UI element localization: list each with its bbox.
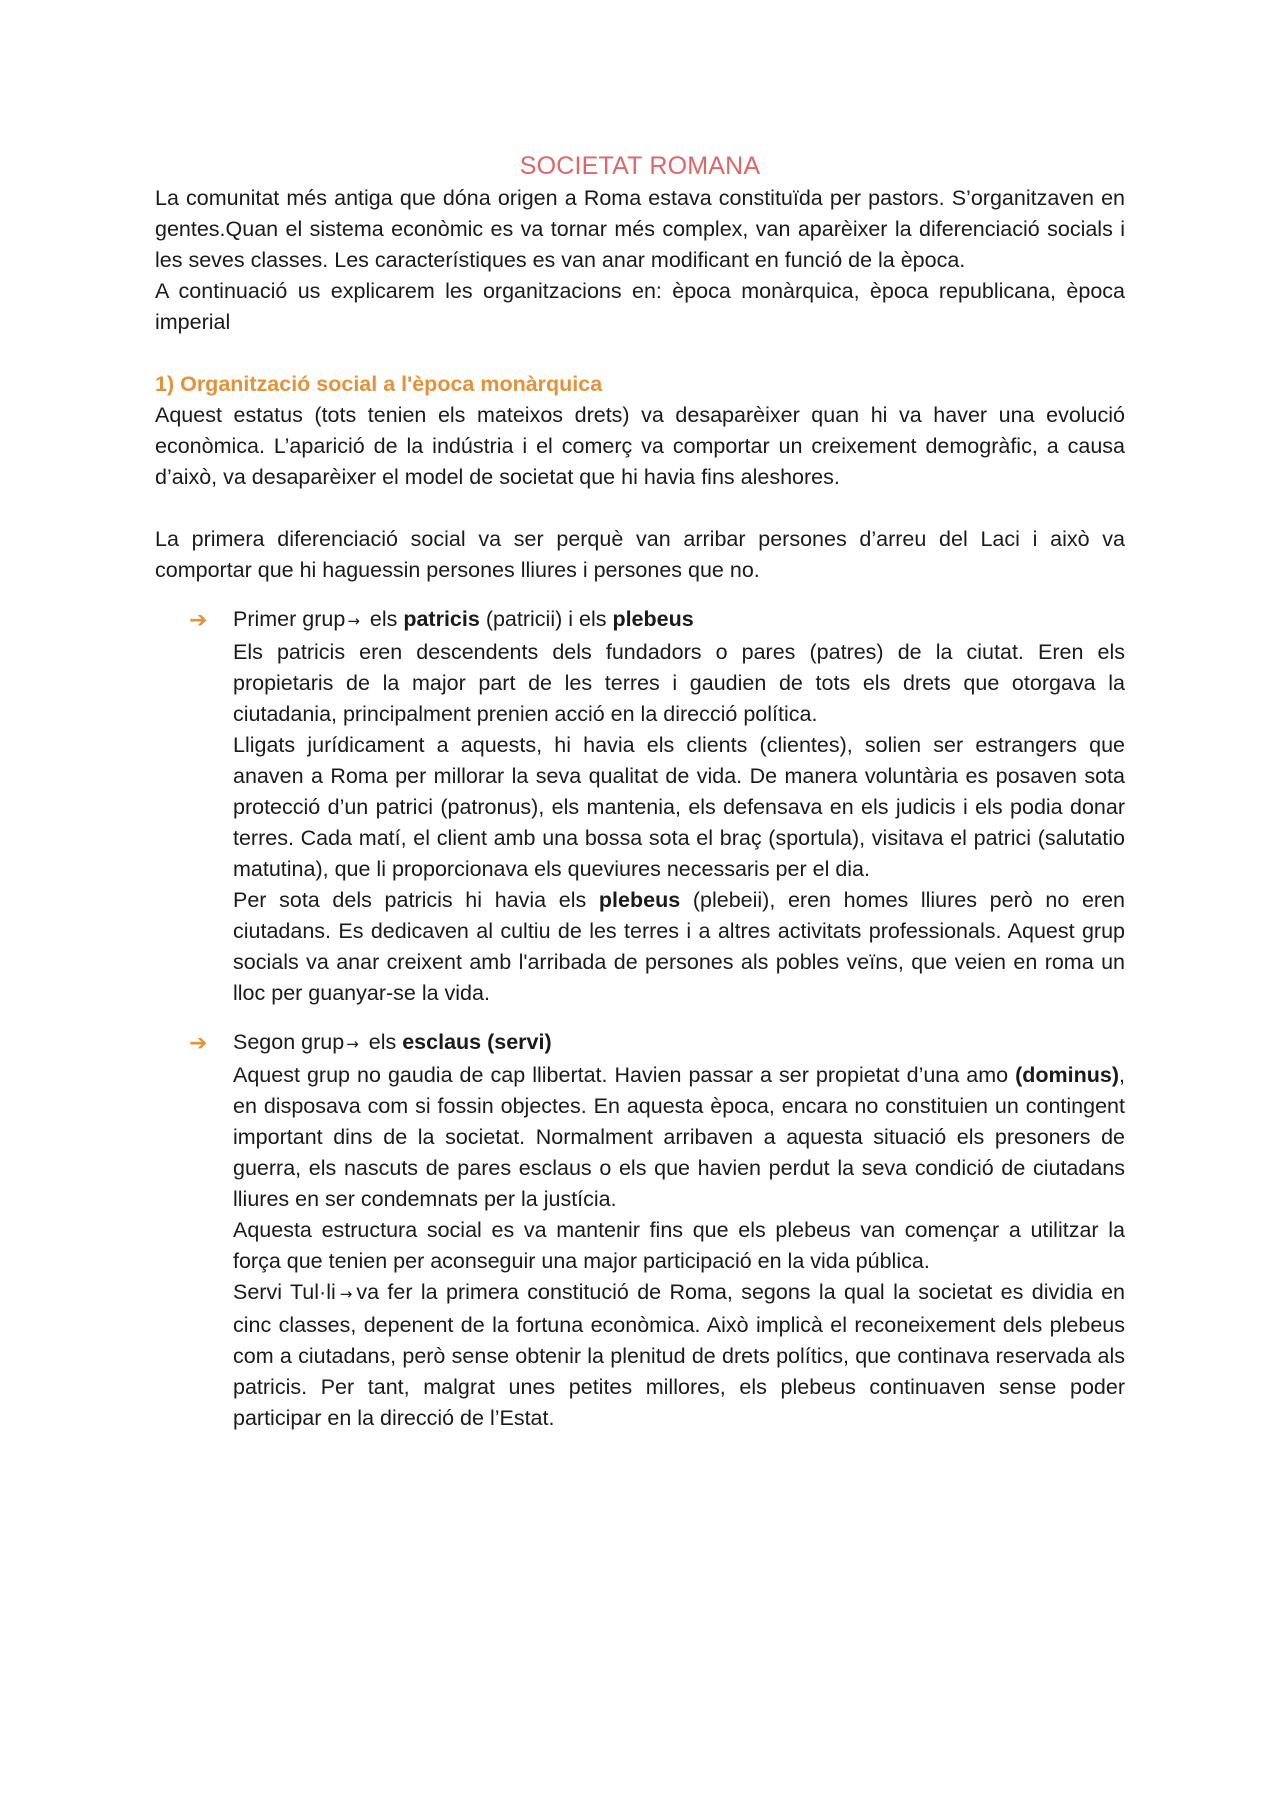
- list-item-second-group: [155, 1027, 1125, 1434]
- arrow-icon: →: [347, 612, 360, 630]
- group-heading: [233, 604, 1125, 637]
- group-paragraph: Aquesta estructura social es va mantenir fins que els plebeus van començar a utilitzar la força que tenien per aconseguir una major participació en la vida pública.: [233, 1218, 1125, 1273]
- paragraph-text: va fer la primera constitució de Roma, segons la qual la societat es dividia en cinc classes, depenent de la fortuna econòmica. Això implicà el reconeixement dels plebeus com a ciutadans, però sense obtenir la plenitud de drets polítics, que continava reservada als patricis. Per tant, malgrat unes petites millores, els plebeus continuaven sense poder participar en la direcció de l’Estat.: [233, 1280, 1125, 1430]
- list-item-first-group: [155, 604, 1125, 1009]
- section-heading-monarchy: 1) Organització social a l'època monàrquica: [155, 372, 603, 396]
- bullet-arrow-icon: ➔: [189, 607, 208, 632]
- group-term-esclaus: esclaus (servi): [402, 1030, 552, 1054]
- group-term-plebeus: plebeus: [612, 607, 694, 631]
- group-text: els: [368, 1030, 397, 1054]
- group-term-patricis: patricis: [403, 607, 480, 631]
- group-text: els: [369, 607, 398, 631]
- paragraph-text: Servi Tul·li: [233, 1280, 336, 1304]
- intro-paragraph-1: La comunitat més antiga que dóna origen a Roma estava constituïda per pastors. S’organitzaven en gentes.Quan el sistema econòmic es va tornar més complex, van aparèixer la diferenciació socials i les seves classes. Les característiques es van anar modificant en funció de la època.: [155, 186, 1125, 272]
- paragraph-text: , en disposava com si fossin objectes. En aquesta època, encara no constituien un contingent important dins de la societat. Normalment arribaven a aquesta situació els presoners de guerra, els nascuts de pares esclaus o els que havien perdut la seva condició de ciutadans lliures en ser condemnats per la justícia.: [233, 1063, 1125, 1211]
- document-page: [155, 150, 1125, 1434]
- paragraph-text: Aquest grup no gaudia de cap llibertat. Havien passar a ser propietat d’una amo: [233, 1063, 1009, 1087]
- group-paragraph: [233, 1277, 1125, 1434]
- arrow-icon: →: [339, 1285, 353, 1303]
- section-paragraph-2: La primera diferenciació social va ser perquè van arribar persones d’arreu del Laci i això va comportar que hi haguessin persones lliures i persones que no.: [155, 527, 1125, 582]
- groups-list: [155, 604, 1125, 1434]
- group-paragraph: Els patricis eren descendents dels fundadors o pares (patres) de la ciutat. Eren els propietaris de la major part de les terres i gaudien de tots els drets que otorgava la ciutadania, principalment prenien acció en la direcció política.: [233, 640, 1125, 726]
- bullet-arrow-icon: ➔: [189, 1030, 208, 1055]
- spacer: [155, 493, 1125, 524]
- group-paragraph: [233, 885, 1125, 1009]
- term-dominus: (dominus): [1015, 1063, 1120, 1087]
- group-text: (patricii) i els: [485, 607, 607, 631]
- group-paragraph: Lligats jurídicament a aquests, hi havia els clients (clientes), solien ser estrangers que anaven a Roma per millorar la seva qualitat de vida. De manera voluntària es posaven sota protecció d’un patrici (patronus), els mantenia, els defensava en els judicis i els podia donar terres. Cada matí, el client amb una bossa sota el braç (sportula), visitava el patrici (salutatio matutina), que li proporcionava els queviures necessaris per el dia.: [233, 733, 1125, 881]
- group-label: Segon grup: [233, 1030, 345, 1054]
- page-title: SOCIETAT ROMANA: [519, 152, 761, 180]
- group-label: Primer grup: [233, 607, 346, 631]
- paragraph-text: (plebeii), eren homes lliures però no eren ciutadans. Es dedicaven al cultiu de les terres i a altres activitats professionals. Aquest grup socials va anar creixent amb l'arribada de persones als pobles veïns, que veien en roma un lloc per guanyar-se la vida.: [233, 888, 1125, 1005]
- group-heading: [233, 1027, 1125, 1060]
- section-paragraph-1: Aquest estatus (tots tenien els mateixos drets) va desaparèixer quan hi va haver una evolució econòmica. L’aparició de la indústria i el comerç va comportar un creixement demogràfic, a causa d’això, va desaparèixer el model de societat que hi havia fins aleshores.: [155, 403, 1125, 489]
- paragraph-text: Per sota dels patricis hi havia els: [233, 888, 587, 912]
- spacer: [155, 338, 1125, 369]
- group-paragraph: [233, 1060, 1125, 1215]
- intro-paragraph-2: A continuació us explicarem les organitzacions en: època monàrquica, època republicana, època imperial: [155, 279, 1125, 334]
- arrow-icon: →: [346, 1035, 359, 1053]
- term-plebeus: plebeus: [598, 888, 681, 912]
